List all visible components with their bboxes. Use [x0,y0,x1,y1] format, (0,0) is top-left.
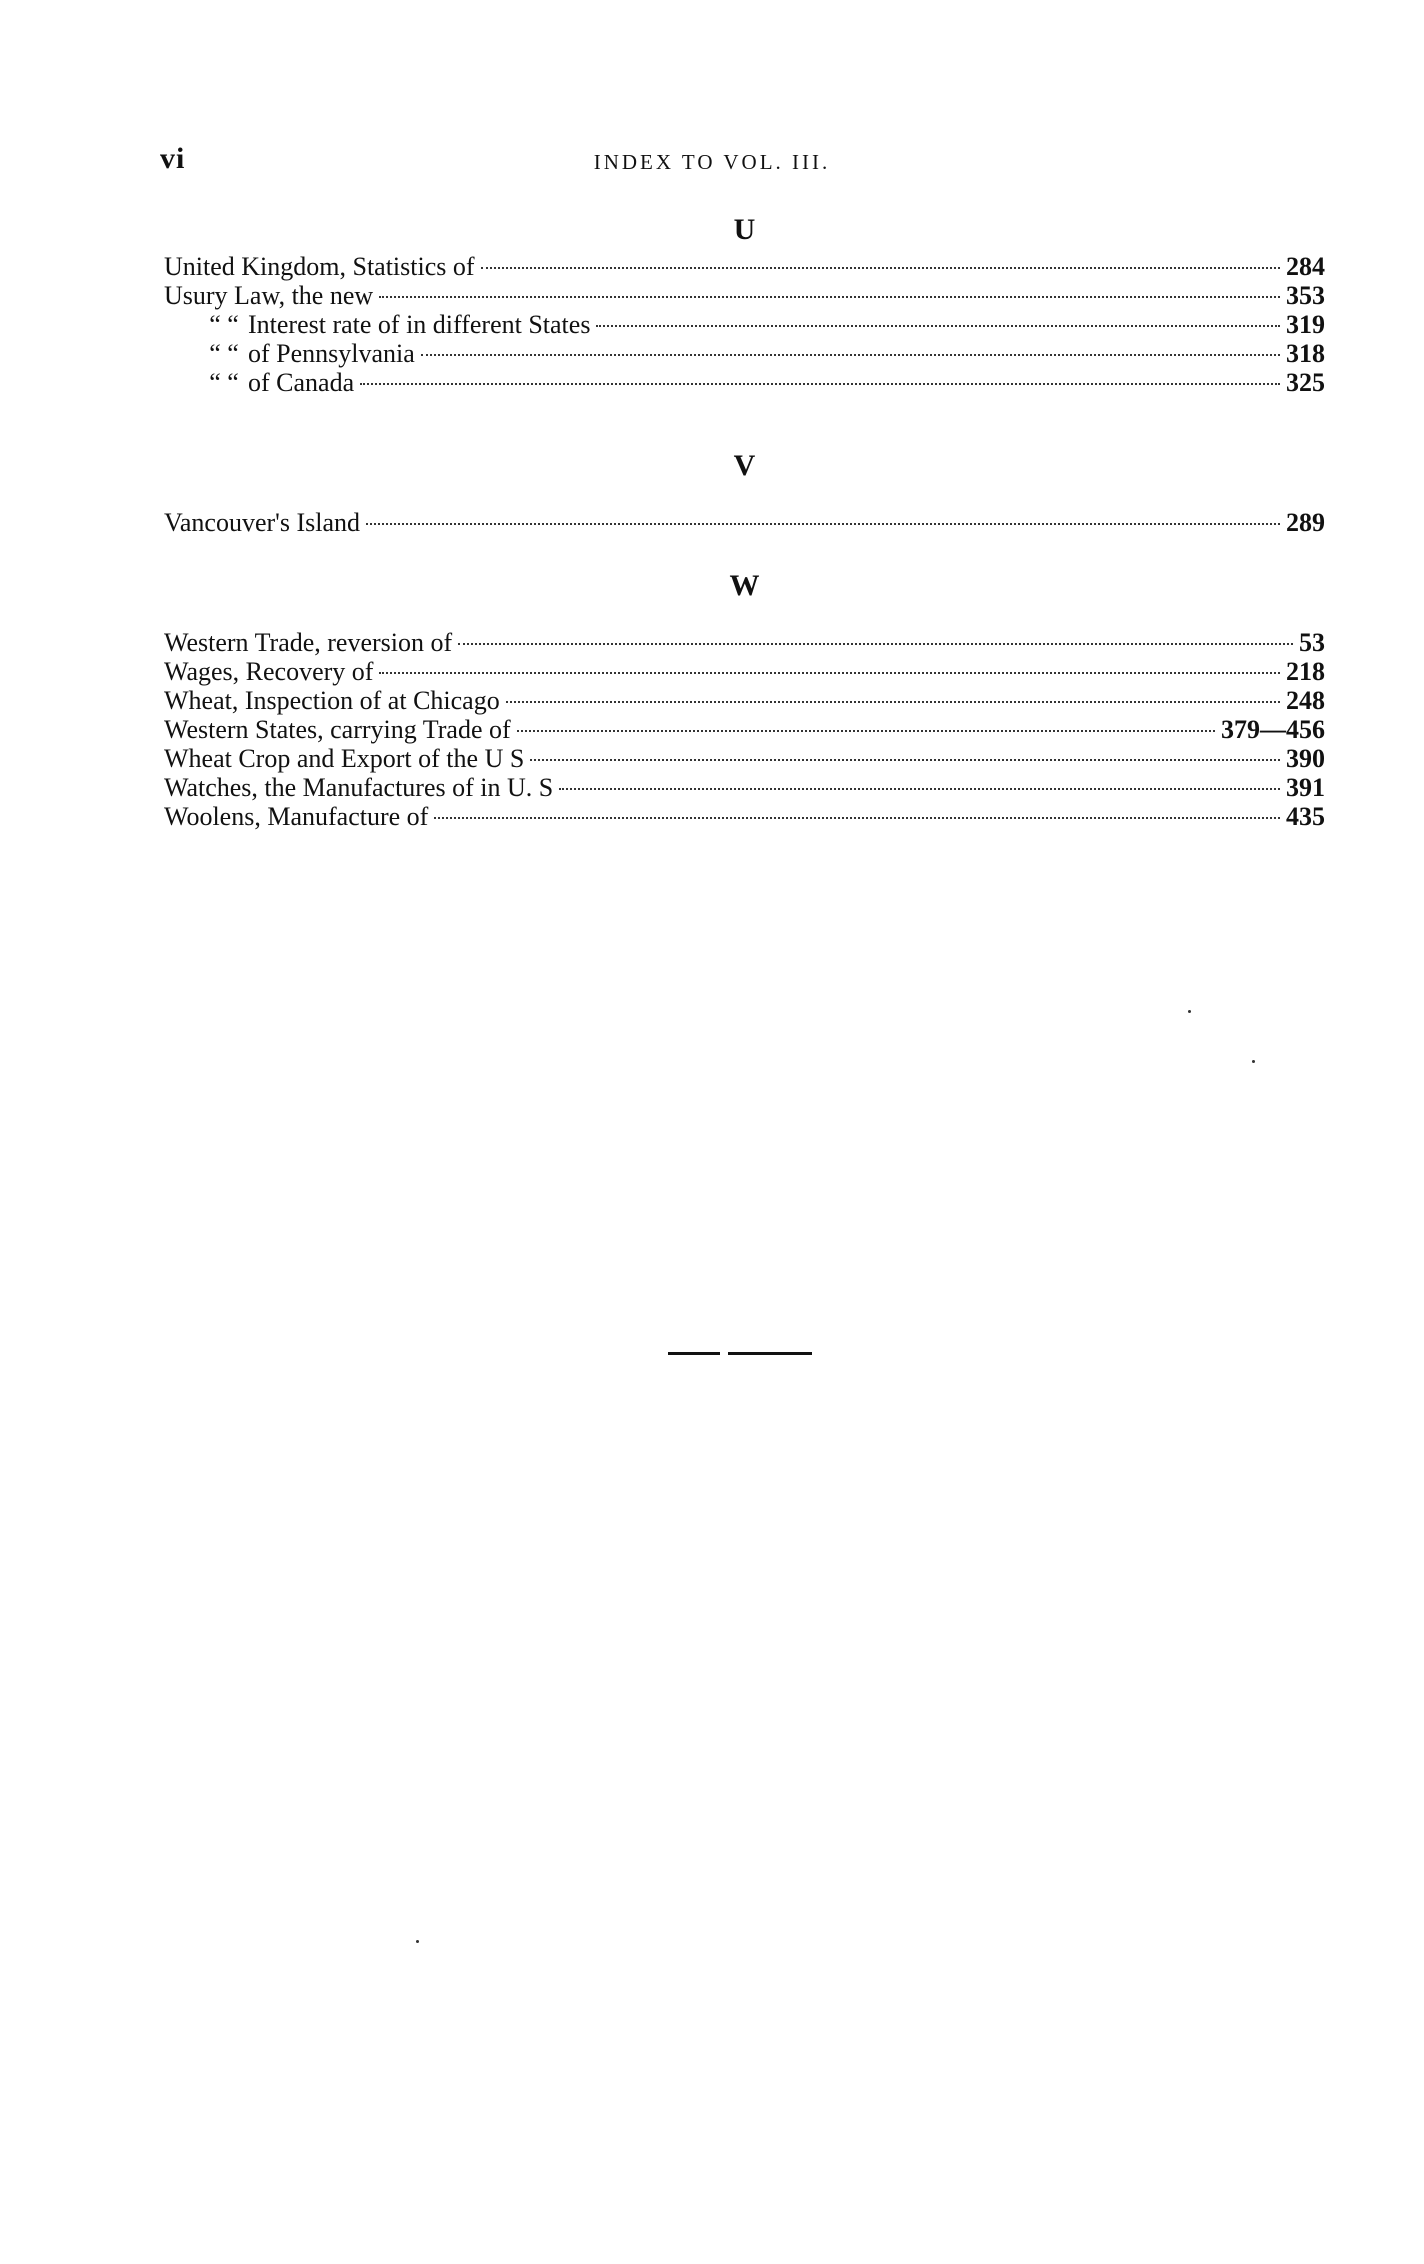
entry-text: Western Trade, reversion of [164,628,453,657]
dot-leader [379,296,1280,298]
entry-page: 218 [1286,657,1325,686]
dot-leader [517,730,1215,732]
entry-page: 53 [1299,628,1325,657]
entry-text: Western States, carrying Trade of [164,715,511,744]
ditto-marks: “ “ [209,368,239,397]
entry-text: Usury Law, the new [164,281,374,310]
dot-leader [481,267,1280,269]
index-entry [164,715,1325,744]
page-number: vi [160,142,186,175]
index-entry [164,686,1325,715]
entry-page: 391 [1286,773,1325,802]
dot-leader [458,643,1293,645]
ditto-marks: “ “ [209,310,239,339]
index-entry [164,744,1325,773]
entry-text: of Pennsylvania [248,339,415,368]
index-entry [164,802,1325,831]
section-letter-u: U [733,213,756,246]
closing-rule-left [668,1352,720,1355]
entry-page: 289 [1286,508,1325,537]
ditto-marks: “ “ [209,339,239,368]
entry-text: Interest rate of in different States [248,310,591,339]
entry-page: 379—456 [1221,715,1325,744]
dot-leader [360,383,1280,385]
scan-speck [1252,1060,1255,1063]
scan-speck [1188,1010,1191,1013]
index-entry [164,339,1325,368]
index-entry [164,628,1325,657]
entry-page: 248 [1286,686,1325,715]
entry-page: 318 [1286,339,1325,368]
dot-leader [434,817,1280,819]
entry-page: 325 [1286,368,1325,397]
running-head: INDEX TO VOL. III. [593,150,831,174]
entry-text: Wheat Crop and Export of the U S [164,744,525,773]
entry-text: of Canada [248,368,355,397]
index-entry [164,281,1325,310]
index-entry [164,368,1325,397]
index-entry [164,310,1325,339]
entry-text: Wages, Recovery of [164,657,374,686]
entry-page: 319 [1286,310,1325,339]
closing-rule-right [728,1352,812,1355]
dot-leader [596,325,1280,327]
index-entry [164,508,1325,537]
entry-page: 435 [1286,802,1325,831]
entry-page: 353 [1286,281,1325,310]
dot-leader [421,354,1280,356]
index-section-v [164,444,1325,537]
entry-text: Wheat, Inspection of at Chicago [164,686,500,715]
entry-text: Watches, the Manufactures of in U. S [164,773,554,802]
entry-page: 284 [1286,252,1325,281]
dot-leader [559,788,1280,790]
dot-leader [366,523,1280,525]
dot-leader [530,759,1280,761]
dot-leader [506,701,1280,703]
index-section-u [164,208,1325,397]
entry-text: Woolens, Manufacture of [164,802,429,831]
index-entry [164,773,1325,802]
index-section-w [164,564,1325,831]
entry-page: 390 [1286,744,1325,773]
section-letter-v: V [733,449,756,482]
scan-speck [416,1940,419,1943]
index-entry [164,657,1325,686]
section-letter-w: W [729,569,760,602]
entry-text: United Kingdom, Statistics of [164,252,475,281]
entry-text: Vancouver's Island [164,508,361,537]
dot-leader [379,672,1280,674]
index-entry [164,252,1325,281]
